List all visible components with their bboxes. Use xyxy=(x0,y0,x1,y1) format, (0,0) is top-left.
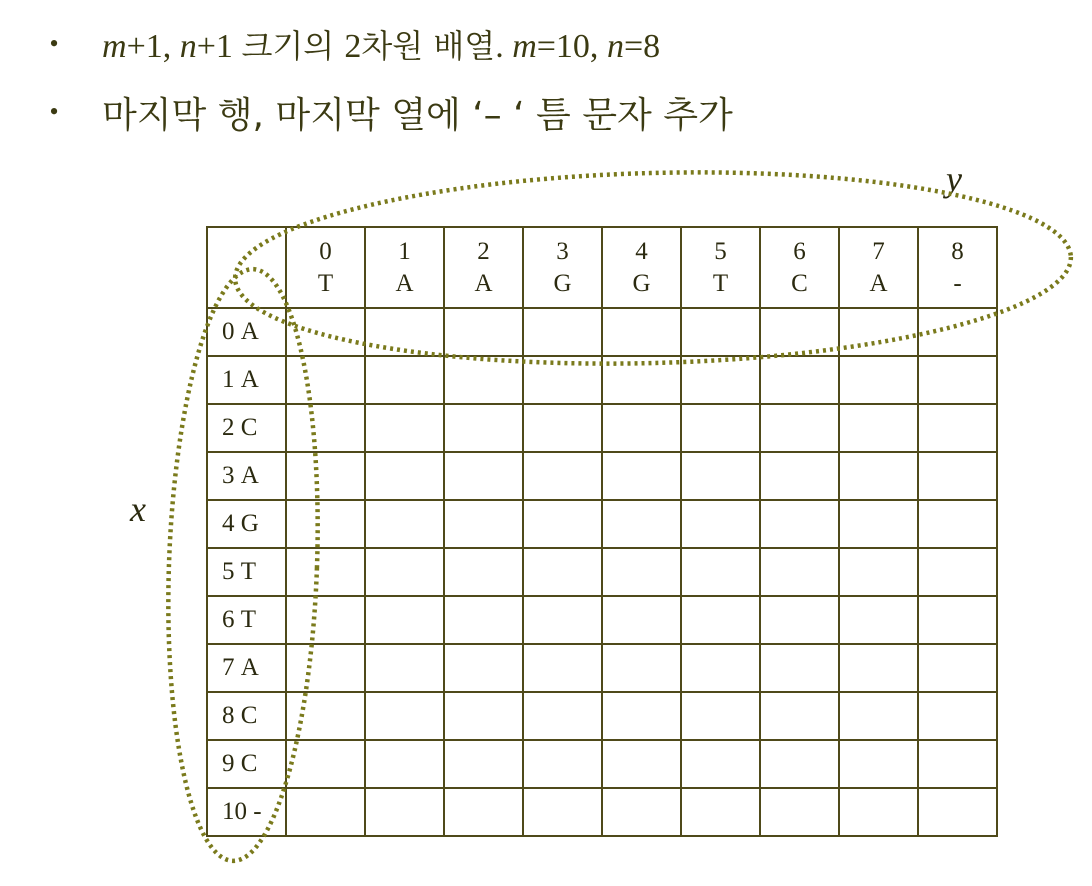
matrix-cell xyxy=(523,308,602,356)
row-char: C xyxy=(240,750,258,777)
matrix-cell xyxy=(918,692,997,740)
matrix-cell xyxy=(286,596,365,644)
matrix-cell xyxy=(839,356,918,404)
matrix-cell xyxy=(365,788,444,836)
matrix-cell xyxy=(760,788,839,836)
column-char: C xyxy=(791,269,808,297)
row-index: 10 xyxy=(222,798,247,825)
matrix-cell xyxy=(760,500,839,548)
row-index: 5 xyxy=(222,558,235,585)
matrix-cell xyxy=(523,452,602,500)
bullet-text-gap-char: 마지막 행, 마지막 열에 ‘– ‘ 틈 문자 추가 xyxy=(102,94,733,136)
row-char: C xyxy=(240,414,258,441)
matrix-cell xyxy=(286,404,365,452)
row-header-cell xyxy=(207,308,286,356)
matrix-cell xyxy=(681,596,760,644)
matrix-cell xyxy=(365,356,444,404)
row-char: T xyxy=(240,606,257,633)
matrix-cell xyxy=(365,692,444,740)
matrix-cell xyxy=(918,500,997,548)
column-char: - xyxy=(953,269,962,297)
matrix-cell xyxy=(681,452,760,500)
dp-matrix-table xyxy=(206,226,998,837)
bullet-text-segment: =10, xyxy=(536,28,607,65)
row-char: G xyxy=(240,510,259,537)
matrix-cell xyxy=(444,644,523,692)
matrix-cell xyxy=(444,740,523,788)
matrix-cell xyxy=(286,692,365,740)
row-char: A xyxy=(240,654,259,681)
matrix-cell xyxy=(760,740,839,788)
matrix-cell xyxy=(286,452,365,500)
matrix-cell xyxy=(602,500,681,548)
matrix-cell xyxy=(444,452,523,500)
row-header-cell xyxy=(207,548,286,596)
bullet-text-segment: +1, xyxy=(126,28,180,65)
bullet-dot: • xyxy=(49,29,59,58)
bullet-text-segment: m xyxy=(102,28,127,65)
matrix-cell xyxy=(602,788,681,836)
matrix-cell xyxy=(602,692,681,740)
column-index: 7 xyxy=(872,237,885,265)
matrix-cell xyxy=(444,692,523,740)
matrix-cell xyxy=(839,740,918,788)
matrix-cell xyxy=(523,740,602,788)
matrix-cell xyxy=(681,356,760,404)
matrix-cell xyxy=(365,548,444,596)
matrix-cell xyxy=(286,740,365,788)
matrix-cell xyxy=(681,308,760,356)
column-index: 2 xyxy=(477,237,490,265)
matrix-cell xyxy=(523,500,602,548)
matrix-cell xyxy=(286,788,365,836)
bullet-text-segment: m xyxy=(512,28,537,65)
matrix-cell xyxy=(523,404,602,452)
row-char: A xyxy=(240,462,259,489)
column-char: G xyxy=(553,269,572,297)
bullet-text-segment: 차원 배열 xyxy=(361,27,496,65)
matrix-cell xyxy=(602,452,681,500)
matrix-cell xyxy=(365,308,444,356)
row-char: A xyxy=(240,366,259,393)
column-header-cell xyxy=(444,227,523,308)
row-char: C xyxy=(240,702,258,729)
column-index: 8 xyxy=(951,237,964,265)
column-char: A xyxy=(869,269,888,297)
matrix-cell xyxy=(444,500,523,548)
matrix-cell xyxy=(839,452,918,500)
matrix-cell xyxy=(602,356,681,404)
y-axis-label: y xyxy=(946,159,962,199)
matrix-cell xyxy=(681,692,760,740)
column-index: 4 xyxy=(635,237,648,265)
x-axis-label: x xyxy=(130,489,146,529)
matrix-cell xyxy=(681,548,760,596)
matrix-cell xyxy=(839,308,918,356)
table-row xyxy=(207,452,997,500)
row-header-cell xyxy=(207,644,286,692)
bullet-dot: • xyxy=(49,97,59,126)
row-char: A xyxy=(240,318,259,345)
matrix-cell xyxy=(681,644,760,692)
column-header-cell xyxy=(365,227,444,308)
matrix-cell xyxy=(681,740,760,788)
bullet-text-segment: . xyxy=(495,28,513,65)
matrix-cell xyxy=(286,308,365,356)
table-row xyxy=(207,308,997,356)
matrix-cell xyxy=(760,404,839,452)
matrix-cell xyxy=(839,404,918,452)
row-index: 4 xyxy=(222,510,235,537)
matrix-cell xyxy=(918,644,997,692)
row-index: 9 xyxy=(222,750,235,777)
row-index: 8 xyxy=(222,702,235,729)
column-index: 6 xyxy=(793,237,806,265)
matrix-cell xyxy=(918,740,997,788)
matrix-cell xyxy=(602,644,681,692)
row-header-cell xyxy=(207,788,286,836)
matrix-cell xyxy=(602,404,681,452)
matrix-cell xyxy=(523,596,602,644)
matrix-cell xyxy=(918,788,997,836)
column-char: A xyxy=(395,269,414,297)
matrix-cell xyxy=(365,500,444,548)
matrix-cell xyxy=(839,788,918,836)
table-row xyxy=(207,356,997,404)
matrix-cell xyxy=(523,692,602,740)
matrix-cell xyxy=(918,452,997,500)
column-index: 3 xyxy=(556,237,569,265)
matrix-cell xyxy=(918,356,997,404)
column-header-cell xyxy=(602,227,681,308)
matrix-cell xyxy=(286,356,365,404)
bullet-text-segment: 2 xyxy=(344,28,362,65)
column-char: G xyxy=(632,269,651,297)
column-char: T xyxy=(317,269,334,297)
matrix-cell xyxy=(444,548,523,596)
row-header-cell xyxy=(207,500,286,548)
matrix-cell xyxy=(839,500,918,548)
matrix-cell xyxy=(286,500,365,548)
matrix-cell xyxy=(681,788,760,836)
matrix-cell xyxy=(444,788,523,836)
corner-cell xyxy=(207,227,286,308)
matrix-cell xyxy=(523,644,602,692)
row-index: 1 xyxy=(222,366,235,393)
matrix-cell xyxy=(760,308,839,356)
matrix-cell xyxy=(365,644,444,692)
matrix-cell xyxy=(918,404,997,452)
matrix-cell xyxy=(839,548,918,596)
matrix-cell xyxy=(760,356,839,404)
matrix-cell xyxy=(444,404,523,452)
row-header-cell xyxy=(207,356,286,404)
matrix-cell xyxy=(760,644,839,692)
matrix-cell xyxy=(602,308,681,356)
row-header-cell xyxy=(207,692,286,740)
matrix-cell xyxy=(839,692,918,740)
matrix-cell xyxy=(444,308,523,356)
bullet-text-segment: 크기의 xyxy=(241,27,345,65)
matrix-cell xyxy=(602,740,681,788)
matrix-cell xyxy=(760,596,839,644)
bullet-text-segment: +1 xyxy=(196,28,242,65)
column-char: T xyxy=(712,269,729,297)
matrix-cell xyxy=(286,548,365,596)
matrix-cell xyxy=(681,404,760,452)
matrix-cell xyxy=(523,548,602,596)
matrix-cell xyxy=(681,500,760,548)
matrix-cell xyxy=(286,644,365,692)
row-header-cell xyxy=(207,596,286,644)
column-index: 0 xyxy=(319,237,332,265)
matrix-cell xyxy=(918,596,997,644)
matrix-cell xyxy=(839,596,918,644)
row-index: 6 xyxy=(222,606,235,633)
bullet-text-segment: =8 xyxy=(623,28,661,65)
column-header-cell xyxy=(286,227,365,308)
column-header-cell xyxy=(760,227,839,308)
matrix-cell xyxy=(365,596,444,644)
bullet-text-segment: n xyxy=(179,28,197,65)
row-header-cell xyxy=(207,740,286,788)
row-index: 3 xyxy=(222,462,235,489)
column-char: A xyxy=(474,269,493,297)
matrix-cell xyxy=(523,788,602,836)
table-row xyxy=(207,740,997,788)
matrix-cell xyxy=(760,548,839,596)
column-header-row xyxy=(207,227,997,308)
table-row xyxy=(207,548,997,596)
table-row xyxy=(207,404,997,452)
row-index: 2 xyxy=(222,414,235,441)
row-char: - xyxy=(253,798,262,825)
table-row xyxy=(207,644,997,692)
matrix-cell xyxy=(839,644,918,692)
bullet-text-segment: n xyxy=(606,28,624,65)
row-index: 7 xyxy=(222,654,235,681)
matrix-cell xyxy=(602,596,681,644)
column-header-cell xyxy=(523,227,602,308)
matrix-cell xyxy=(444,356,523,404)
table-row xyxy=(207,596,997,644)
column-header-cell xyxy=(918,227,997,308)
matrix-cell xyxy=(602,548,681,596)
column-header-cell xyxy=(839,227,918,308)
row-char: T xyxy=(240,558,257,585)
table-row xyxy=(207,692,997,740)
row-header-cell xyxy=(207,404,286,452)
matrix-cell xyxy=(760,452,839,500)
matrix-cell xyxy=(918,308,997,356)
row-index: 0 xyxy=(222,318,235,345)
matrix-cell xyxy=(365,404,444,452)
table-row xyxy=(207,500,997,548)
matrix-cell xyxy=(760,692,839,740)
matrix-cell xyxy=(365,740,444,788)
matrix-cell xyxy=(918,548,997,596)
matrix-cell xyxy=(444,596,523,644)
table-row xyxy=(207,788,997,836)
matrix-cell xyxy=(523,356,602,404)
column-index: 5 xyxy=(714,237,727,265)
row-header-cell xyxy=(207,452,286,500)
column-index: 1 xyxy=(398,237,411,265)
column-header-cell xyxy=(681,227,760,308)
matrix-cell xyxy=(365,452,444,500)
